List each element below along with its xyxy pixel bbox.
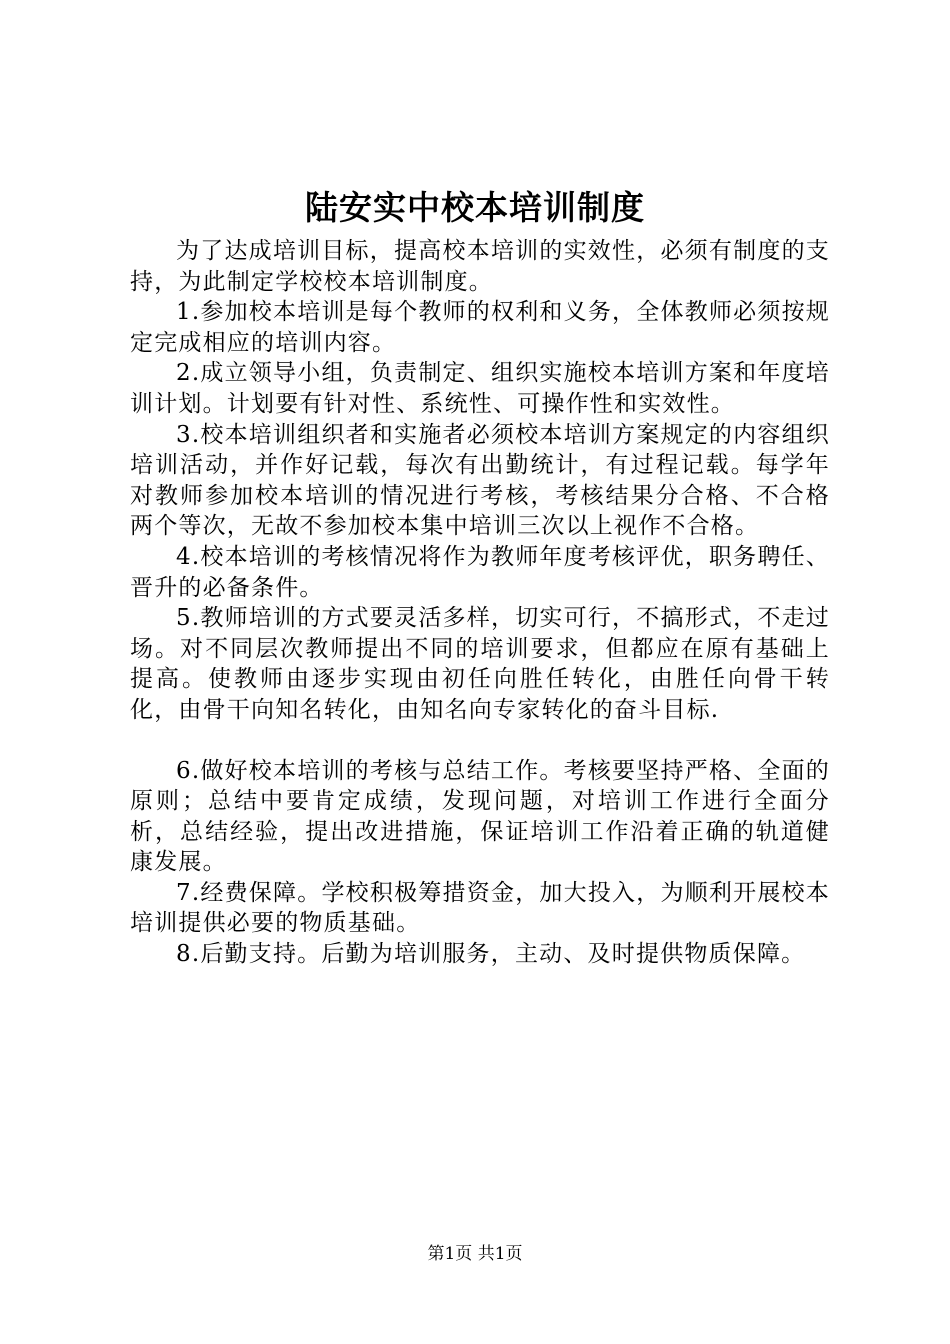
rule-paragraph-4: 4.校本培训的考核情况将作为教师年度考核评优，职务聘任、晋升的必备条件。	[130, 543, 830, 601]
rule-paragraph-5: 5.教师培训的方式要灵活多样，切实可行，不搞形式，不走过场。对不同层次教师提出不同的培训要求，但都应在原有基础上提高。使教师由逐步实现由初任向胜任转化，由胜任向骨干转化，由骨干向知名转化，由知名向专家转化的奋斗目标.	[130, 605, 830, 723]
rule-paragraph-1: 1.参加校本培训是每个教师的权利和义务，全体教师必须按规定完成相应的培训内容。	[130, 299, 830, 356]
rule-paragraph-8: 8.后勤支持。后勤为培训服务，主动、及时提供物质保障。	[176, 941, 806, 968]
intro-paragraph: 为了达成培训目标，提高校本培训的实效性，必须有制度的支持，为此制定学校校本培训制度。	[130, 238, 830, 295]
rule-paragraph-3: 3.校本培训组织者和实施者必须校本培训方案规定的内容组织培训活动，并作好记载，每次有出勤统计，有过程记载。每学年对教师参加校本培训的情况进行考核，考核结果分合格、不合格两个等次，无故不参加校本集中培训三次以上视作不合格。	[130, 421, 830, 540]
rule-paragraph-6: 6.做好校本培训的考核与总结工作。考核要坚持严格、全面的原则；总结中要肯定成绩，发现问题，对培训工作进行全面分析，总结经验，提出改进措施，保证培训工作沿着正确的轨道健康发展。	[130, 757, 830, 876]
document-title: 陆安实中校本培训制度	[305, 188, 645, 227]
rule-paragraph-7: 7.经费保障。学校积极筹措资金，加大投入，为顺利开展校本培训提供必要的物质基础。	[130, 879, 830, 937]
page-number-footer: 第1页 共1页	[427, 1244, 523, 1264]
rule-paragraph-2: 2.成立领导小组，负责制定、组织实施校本培训方案和年度培训计划。计划要有针对性、系统性、可操作性和实效性。	[130, 360, 830, 417]
document-body	[130, 236, 830, 970]
